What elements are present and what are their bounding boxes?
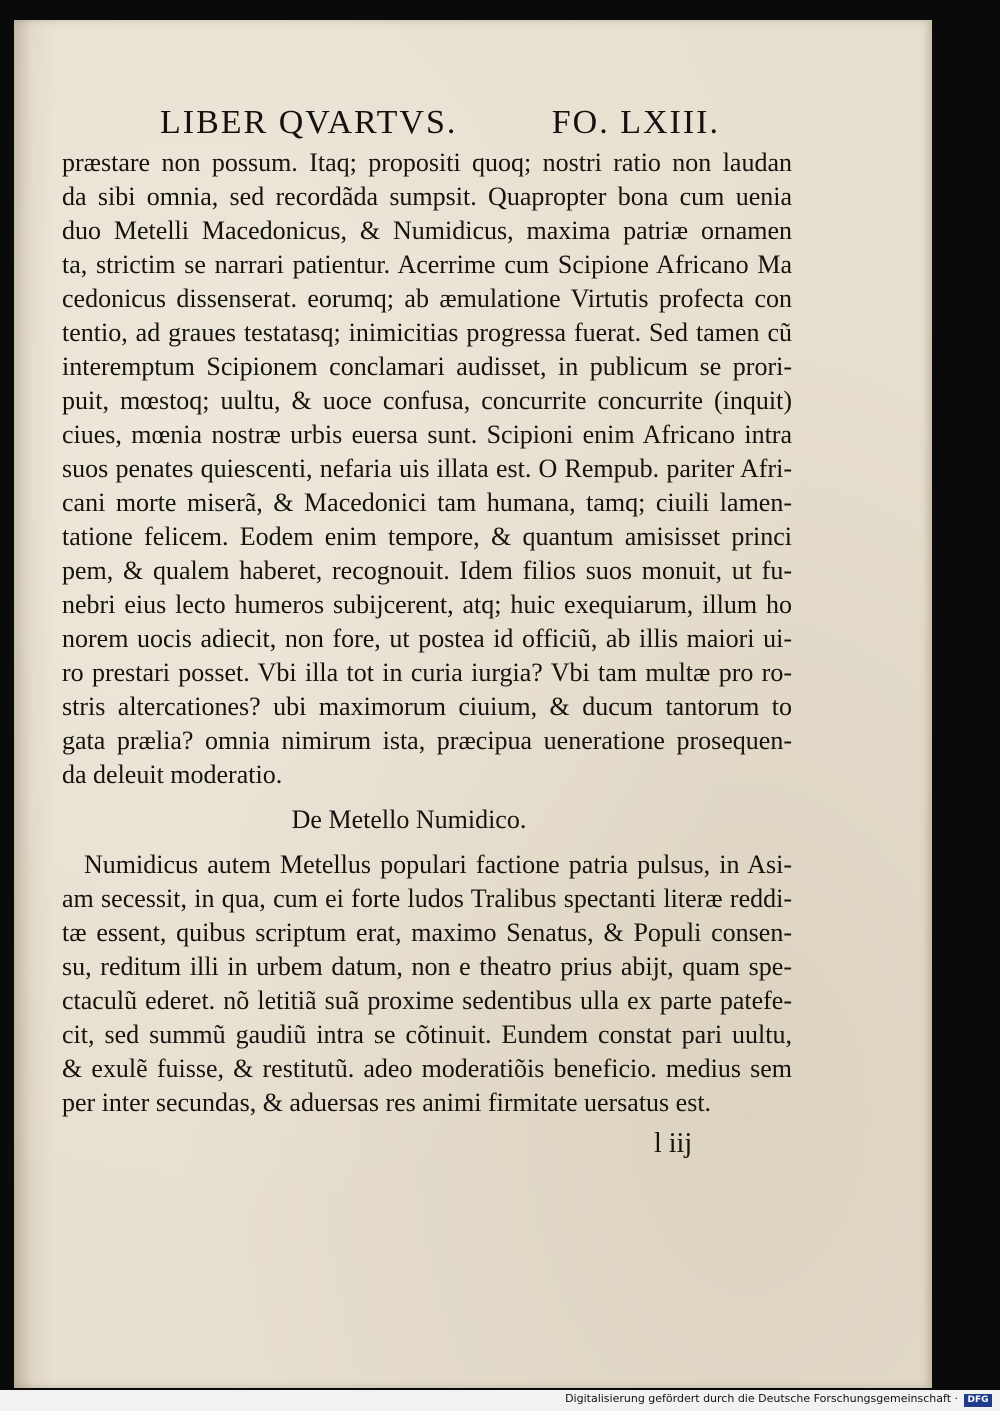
page-header [160,104,720,144]
signature-mark: l iij [654,1128,693,1159]
folio-number: FO. LXIII. [551,104,720,141]
text-line: puit, mœstoq; uultu, & uoce confusa, concurrite concurrite (inquit) [62,386,792,415]
text-line: stris altercationes? ubi maximorum ciuium, & ducum tantorum to [62,692,792,721]
book-page [14,20,932,1388]
text-line: cani morte miserã, & Macedonici tam humana, tamq; ciuili lamen- [62,488,792,517]
text-line: da deleuit moderatio. [62,760,283,789]
text-line: ta, strictim se narrari patientur. Acerrime cum Scipione Africano Ma [62,250,792,279]
text-line: tentio, ad graues testatasq; inimicitias progressa fuerat. Sed tamen cũ [62,318,792,347]
text-line: ro prestari posset. Vbi illa tot in curia iurgia? Vbi tam multæ pro ro- [62,658,792,687]
text-line: suos penates quiescenti, nefaria uis illata est. O Rempub. pariter Afri- [62,454,792,483]
text-line: ctaculũ ederet. nõ letitiã suã proxime sedentibus ulla ex parte patefe- [62,986,792,1015]
text-line: am secessit, in qua, cum ei forte ludos Tralibus spectanti literæ reddi- [62,884,792,913]
text-line: cedonicus dissenserat. eorumq; ab æmulatione Virtutis profecta con [62,284,792,313]
text-line: & exulẽ fuisse, & restitutũ. adeo moderatiõis beneficio. medius sem [62,1054,792,1083]
text-line: da sibi omnia, sed recordãda sumpsit. Quapropter bona cum uenia [62,182,792,211]
text-line: pem, & qualem haberet, recognouit. Idem filios suos monuit, ut fu- [62,556,792,585]
text-line: tæ essent, quibus scriptum erat, maximo Senatus, & Populi consen- [62,918,792,947]
text-line: nebri eius lecto humeros subijcerent, atq; huic exequiarum, illum ho [62,590,792,619]
text-line: ciues, mœnia nostræ urbis euersa sunt. Scipioni enim Africano intra [62,420,792,449]
footer-bar [0,1390,1000,1411]
text-line: Numidicus autem Metellus populari factione patria pulsus, in Asi- [84,850,792,879]
text-line: gata prælia? omnia nimirum ista, præcipua ueneratione prosequen- [62,726,792,755]
text-line: per inter secundas, & aduersas res animi firmitate uersatus est. [62,1088,712,1117]
main-text [62,146,792,1120]
dfg-logo-icon: DFG [964,1394,992,1407]
text-line: præstare non possum. Itaq; propositi quoq; nostri ratio non laudan [62,148,792,177]
text-line: duo Metelli Macedonicus, & Numidicus, maxima patriæ ornamen [62,216,792,245]
text-line: cit, sed summũ gaudiũ intra se cõtinuit. Eundem constat pari uultu, [62,1020,792,1049]
text-line: tatione felicem. Eodem enim tempore, & quantum amisisset princi [62,522,792,551]
text-line: norem uocis adiecit, non fore, ut postea id officiũ, ab illis maiori ui- [62,624,792,653]
funding-credit: Digitalisierung gefördert durch die Deutsche Forschungsgemeinschaft · [565,1392,958,1405]
running-title: LIBER QVARTVS. [160,104,458,141]
section-heading: De Metello Numidico. [291,805,527,834]
text-line: interemptum Scipionem conclamari audisset, in publicum se prori- [62,352,792,381]
text-line: su, reditum illi in urbem datum, non e theatro prius abijt, quam spe- [62,952,792,981]
